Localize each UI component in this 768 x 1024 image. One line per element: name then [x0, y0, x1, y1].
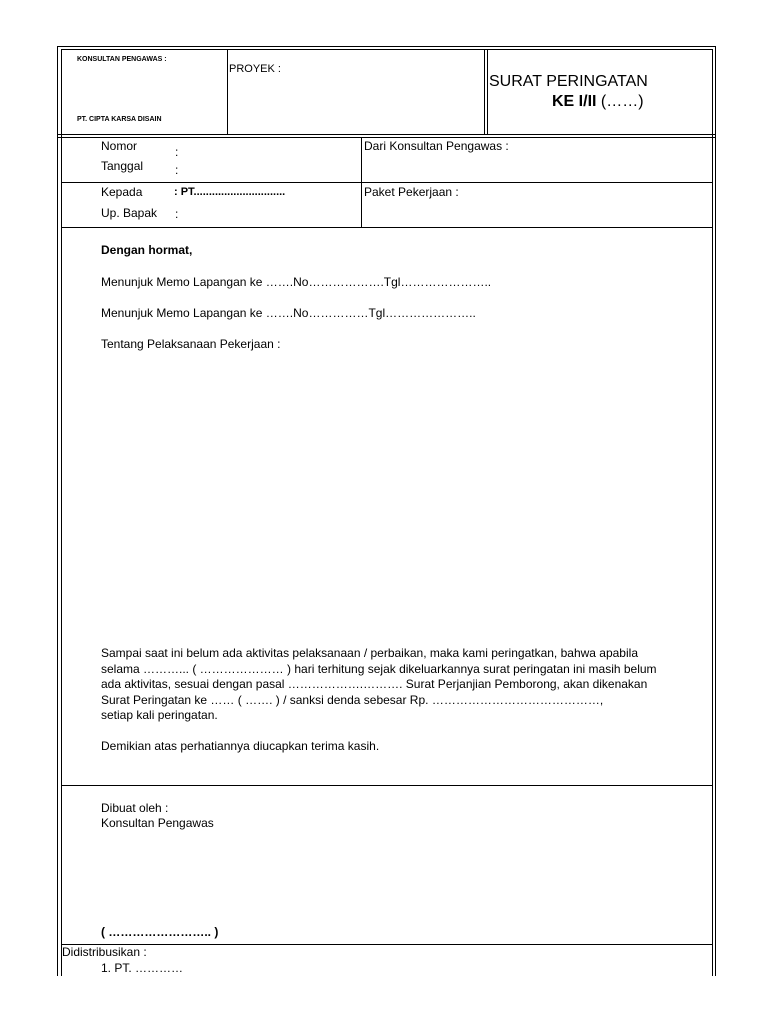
warning-line: ada aktivitas, sesuai dengan pasal ……………….………. Surat Perjanjian Pemborong, akan dikenakan — [101, 677, 648, 691]
paket-pekerjaan-label: Paket Pekerjaan : — [364, 185, 459, 199]
konsultan-company: PT. CIPTA KARSA DISAIN — [77, 116, 162, 123]
proyek-label: PROYEK : — [229, 63, 281, 75]
warning-line: setiap kali peringatan. — [101, 708, 218, 722]
distribution-item: 1. PT. ………… — [101, 961, 184, 975]
konsultan-label: KONSULTAN PENGAWAS : — [77, 56, 167, 63]
up-bapak-colon: : — [175, 207, 179, 221]
nomor-label: Nomor — [101, 139, 138, 153]
closing-text: Demikian atas perhatiannya diucapkan terima kasih. — [101, 739, 380, 753]
warning-line: selama ………... ( ………………… ) hari terhitung sejak dikeluarkannya surat peringatan ini masih belum — [101, 661, 657, 676]
tanggal-colon: : — [175, 163, 179, 177]
kepada-value: : PT.............................. — [174, 186, 286, 198]
title-ke-number: KE I/II — [552, 93, 597, 110]
kepada-label: Kepada — [101, 185, 143, 199]
tentang-label: Tentang Pelaksanaan Pekerjaan : — [101, 337, 281, 351]
distribution-label: Didistribusikan : — [62, 945, 147, 959]
warning-line: Sampai saat ini belum ada aktivitas pelaksanaan / perbaikan, maka kami peringatkan, bahwa apabila — [101, 646, 638, 660]
title-ke-blank: (……) — [596, 93, 644, 110]
dari-konsultan-label: Dari Konsultan Pengawas : — [364, 139, 509, 153]
signer-role: Konsultan Pengawas — [101, 816, 214, 830]
memo-line-2: Menunjuk Memo Lapangan ke …….No……………Tgl………………….. — [101, 306, 476, 320]
salutation: Dengan hormat, — [101, 243, 193, 257]
document-title: SURAT PERINGATAN — [489, 73, 648, 90]
memo-line-1: Menunjuk Memo Lapangan ke …….No……………….Tgl………………….. — [101, 275, 492, 289]
tanggal-label: Tanggal — [101, 159, 144, 173]
dibuat-oleh-label: Dibuat oleh : — [101, 801, 169, 815]
up-bapak-label: Up. Bapak — [101, 206, 158, 220]
document-subtitle — [552, 94, 644, 110]
warning-line: Surat Peringatan ke …… ( ……. ) / sanksi denda sebesar Rp. ……………………………………, — [101, 692, 604, 707]
signer-name-placeholder: ( …………………….. ) — [101, 925, 219, 939]
nomor-colon: : — [175, 145, 179, 159]
warning-paragraph — [101, 646, 681, 724]
